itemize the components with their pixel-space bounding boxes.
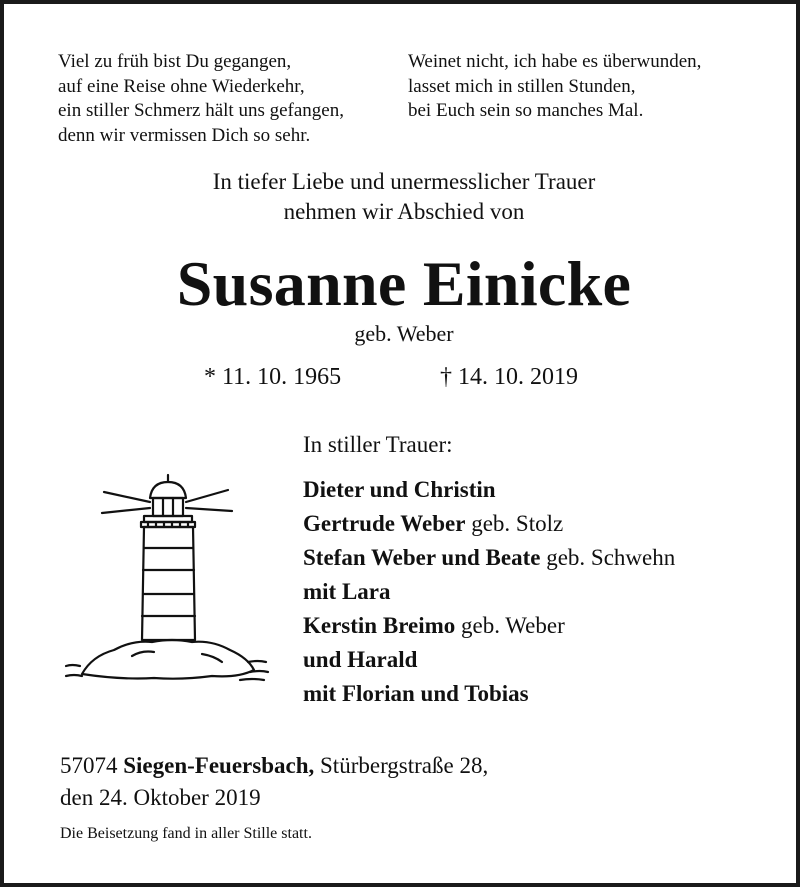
poem-right bbox=[408, 50, 701, 124]
address-block bbox=[60, 750, 488, 814]
address-line: 57074 Siegen-Feuersbach, Stürbergstraße 28, bbox=[60, 753, 489, 778]
poem-right-line: bei Euch sein so manches Mal. bbox=[408, 100, 644, 121]
lighthouse-icon bbox=[62, 470, 272, 700]
maiden-name: geb. Weber bbox=[354, 321, 454, 346]
mourner-entry: und Harald bbox=[303, 647, 418, 672]
mourners-heading: In stiller Trauer: bbox=[303, 432, 453, 457]
closing-note: Die Beisetzung fand in aller Stille statt. bbox=[60, 825, 312, 842]
poem-left-line: denn wir vermissen Dich so sehr. bbox=[58, 124, 311, 146]
intro-text bbox=[4, 167, 800, 227]
poem-left-line: auf eine Reise ohne Wiederkehr, bbox=[58, 75, 305, 97]
death-date: † 14. 10. 2019 bbox=[440, 364, 578, 390]
poem-left bbox=[58, 50, 344, 148]
mourner-entry: Stefan Weber und Beate geb. Schwehn bbox=[303, 545, 676, 570]
poem-left-line: Viel zu früh bist Du gegangen, bbox=[58, 51, 292, 72]
poem-left-line: ein stiller Schmerz hält uns gefangen, bbox=[58, 100, 344, 121]
mourner-entry: Kerstin Breimo geb. Weber bbox=[303, 613, 565, 638]
date-line: den 24. Oktober 2019 bbox=[60, 785, 261, 810]
poem-right-line: Weinet nicht, ich habe es überwunden, bbox=[408, 51, 702, 72]
mourner-entry: mit Lara bbox=[303, 579, 391, 604]
mourner-entry: Dieter und Christin bbox=[303, 477, 496, 502]
mourner-entry: Gertrude Weber geb. Stolz bbox=[303, 511, 564, 536]
birth-date: * 11. 10. 1965 bbox=[204, 364, 342, 390]
deceased-name: Susanne Einicke bbox=[176, 248, 632, 319]
intro-line: In tiefer Liebe und unermesslicher Trauer bbox=[212, 169, 596, 194]
poem-right-line: lasset mich in stillen Stunden, bbox=[408, 75, 636, 97]
intro-line: nehmen wir Abschied von bbox=[283, 199, 525, 224]
mourner-entry: mit Florian und Tobias bbox=[303, 681, 529, 706]
mourners-list bbox=[303, 473, 675, 711]
